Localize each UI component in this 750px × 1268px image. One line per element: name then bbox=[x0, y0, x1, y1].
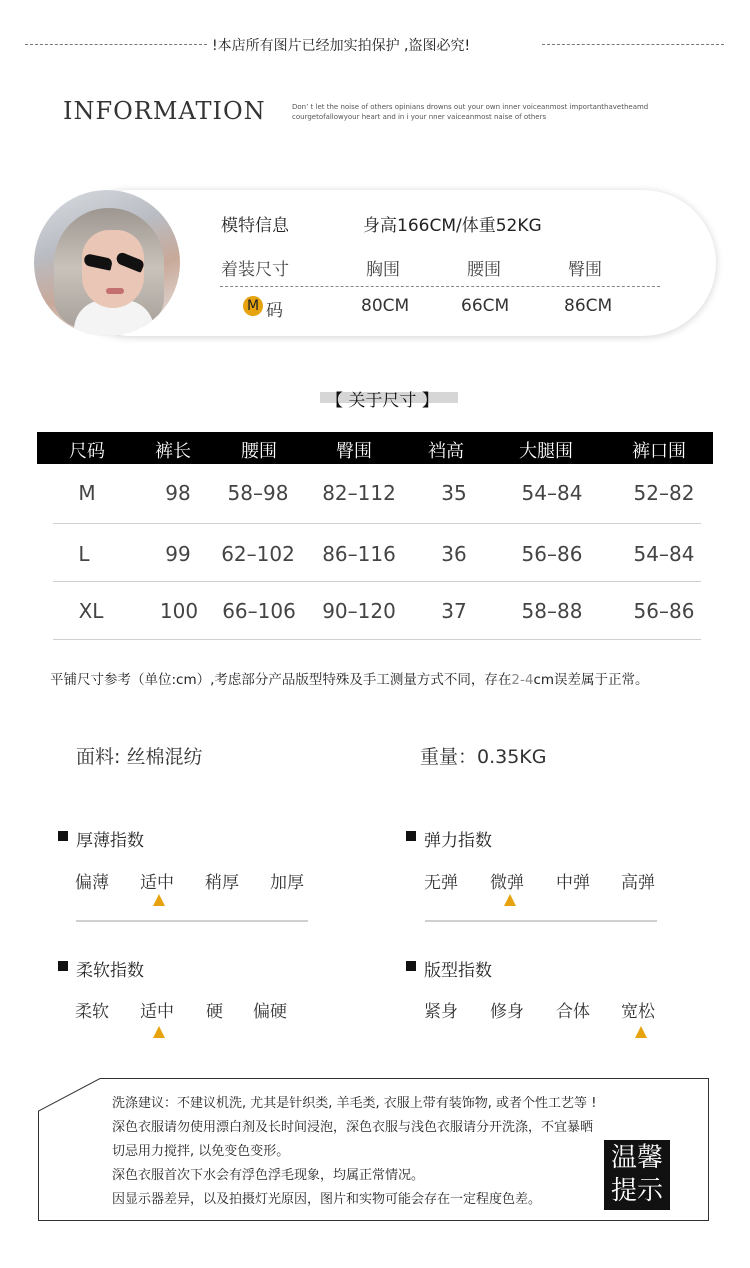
fabric-info: 面料: 丝棉混纺 bbox=[76, 746, 203, 768]
care-line: 切忌用力搅拌, 以免变色变形。 bbox=[112, 1144, 290, 1159]
size-unit: 码 bbox=[266, 301, 283, 321]
table-cell: 99 bbox=[165, 542, 191, 566]
row-divider bbox=[53, 523, 701, 524]
col-waist-label: 腰围 bbox=[467, 260, 501, 280]
table-cell: 82–112 bbox=[322, 481, 396, 505]
table-cell: 37 bbox=[441, 599, 467, 623]
selected-triangle-icon bbox=[635, 1026, 647, 1038]
elasticity-option: 中弹 bbox=[556, 873, 590, 893]
care-line: 洗涤建议：不建议机洗, 尤其是针织类, 羊毛类, 衣服上带有装饰物, 或者个性工艺等 ! bbox=[112, 1096, 597, 1111]
care-line: 深色衣服请勿使用漂白剂及长时间浸泡，深色衣服与浅色衣服请分开洗涤，不宜暴晒 bbox=[112, 1120, 594, 1135]
model-chest-value: 80CM bbox=[361, 296, 410, 316]
badge-top-text: 温馨 bbox=[610, 1143, 663, 1173]
table-cell: 98 bbox=[165, 481, 191, 505]
model-size-label: 着装尺寸 bbox=[221, 260, 289, 280]
table-cell: 52–82 bbox=[633, 481, 695, 505]
softness-option: 适中 bbox=[140, 1002, 174, 1022]
selected-triangle-icon bbox=[153, 894, 165, 906]
header-cell: 裤口围 bbox=[632, 441, 686, 462]
table-cell: XL bbox=[78, 599, 104, 623]
notice-text: !本店所有图片已经加实拍保护 ,盗图必究! bbox=[212, 38, 471, 54]
model-hip-value: 86CM bbox=[564, 296, 613, 316]
thickness-option: 稍厚 bbox=[205, 873, 239, 893]
header-cell: 裆高 bbox=[428, 441, 464, 462]
selected-triangle-icon bbox=[153, 1026, 165, 1038]
header-cell: 臀围 bbox=[336, 441, 372, 462]
table-cell: L bbox=[78, 542, 90, 566]
model-waist-value: 66CM bbox=[461, 296, 510, 316]
care-instructions-box bbox=[38, 1078, 709, 1221]
table-cell: 54–84 bbox=[633, 542, 695, 566]
fit-option: 合体 bbox=[556, 1002, 590, 1022]
table-cell: 35 bbox=[441, 481, 467, 505]
softness-option: 柔软 bbox=[75, 1002, 109, 1022]
copyright-notice bbox=[0, 32, 750, 56]
note-text: 平铺尺寸参考（单位:cm）,考虑部分产品版型特殊及手工测量方式不同，存在 bbox=[50, 672, 512, 688]
fit-option: 修身 bbox=[490, 1002, 524, 1022]
table-cell: 100 bbox=[159, 599, 199, 623]
selected-triangle-icon bbox=[504, 894, 516, 906]
care-line: 因显示器差异，以及拍摄灯光原因，图片和实物可能会存在一定程度色差。 bbox=[112, 1192, 542, 1207]
table-cell: 58–88 bbox=[521, 599, 583, 623]
care-line: 深色衣服首次下水会有浮色浮毛现象，均属正常情况。 bbox=[112, 1168, 425, 1183]
header-cell: 腰围 bbox=[241, 441, 277, 462]
header-cell: 裤长 bbox=[155, 441, 191, 462]
col-chest-label: 胸围 bbox=[366, 260, 400, 280]
note-tolerance: 2-4 bbox=[511, 672, 534, 688]
index-divider bbox=[76, 920, 308, 922]
bullet-square-icon bbox=[406, 831, 416, 841]
table-cell: 62–102 bbox=[221, 542, 295, 566]
elasticity-index-title: 弹力指数 bbox=[424, 831, 492, 851]
thickness-option: 偏薄 bbox=[75, 873, 109, 893]
bullet-square-icon bbox=[58, 831, 68, 841]
table-cell: 58–98 bbox=[227, 481, 289, 505]
thickness-option: 适中 bbox=[140, 873, 174, 893]
size-section-title bbox=[320, 386, 458, 411]
table-cell: 36 bbox=[441, 542, 467, 566]
row-divider bbox=[53, 581, 701, 582]
model-stats: 身高166CM/体重52KG bbox=[363, 216, 542, 236]
fit-index-title: 版型指数 bbox=[424, 961, 492, 981]
table-cell: M bbox=[78, 481, 96, 505]
thickness-index-title: 厚薄指数 bbox=[76, 831, 144, 851]
bullet-square-icon bbox=[58, 961, 68, 971]
note-text-end: cm误差属于正常。 bbox=[533, 672, 649, 688]
notice-divider-left bbox=[25, 44, 207, 45]
table-cell: 66–106 bbox=[222, 599, 296, 623]
size-title-text: 【 关于尺寸 】 bbox=[326, 391, 439, 411]
col-hip-label: 臀围 bbox=[568, 260, 602, 280]
table-cell: 56–86 bbox=[633, 599, 695, 623]
size-m-badge: M bbox=[243, 296, 263, 316]
softness-index-title: 柔软指数 bbox=[76, 961, 144, 981]
information-slogan: Don’ t let the noise of others opinians drowns out your own inner voiceanmost importanthavetheamd courgetofallowyour heart and in i your nner vaiceanmost naise of others bbox=[292, 103, 649, 121]
measurement-note bbox=[50, 668, 649, 688]
thickness-option: 加厚 bbox=[270, 873, 304, 893]
model-avatar bbox=[34, 190, 180, 336]
table-cell: 54–84 bbox=[521, 481, 583, 505]
model-info-label: 模特信息 bbox=[221, 216, 289, 236]
elasticity-option: 高弹 bbox=[621, 873, 655, 893]
softness-option: 偏硬 bbox=[253, 1002, 287, 1022]
notice-divider-right bbox=[542, 44, 724, 45]
weight-info: 重量：0.35KG bbox=[420, 746, 547, 768]
fit-option: 宽松 bbox=[621, 1002, 655, 1022]
bullet-square-icon bbox=[406, 961, 416, 971]
table-cell: 56–86 bbox=[521, 542, 583, 566]
index-divider bbox=[425, 920, 657, 922]
fit-option: 紧身 bbox=[424, 1002, 458, 1022]
badge-bottom-text: 提示 bbox=[610, 1176, 663, 1206]
header-cell: 大腿围 bbox=[519, 441, 573, 462]
size-table-header bbox=[37, 432, 713, 464]
row-divider bbox=[53, 639, 701, 640]
card-divider bbox=[220, 286, 660, 287]
elasticity-option: 无弹 bbox=[424, 873, 458, 893]
softness-option: 硬 bbox=[206, 1002, 223, 1022]
information-title: INFORMATION bbox=[63, 97, 266, 125]
table-cell: 86–116 bbox=[322, 542, 396, 566]
warm-tip-badge bbox=[604, 1140, 670, 1210]
header-cell: 尺码 bbox=[69, 441, 105, 462]
table-cell: 90–120 bbox=[322, 599, 396, 623]
elasticity-option: 微弹 bbox=[490, 873, 524, 893]
